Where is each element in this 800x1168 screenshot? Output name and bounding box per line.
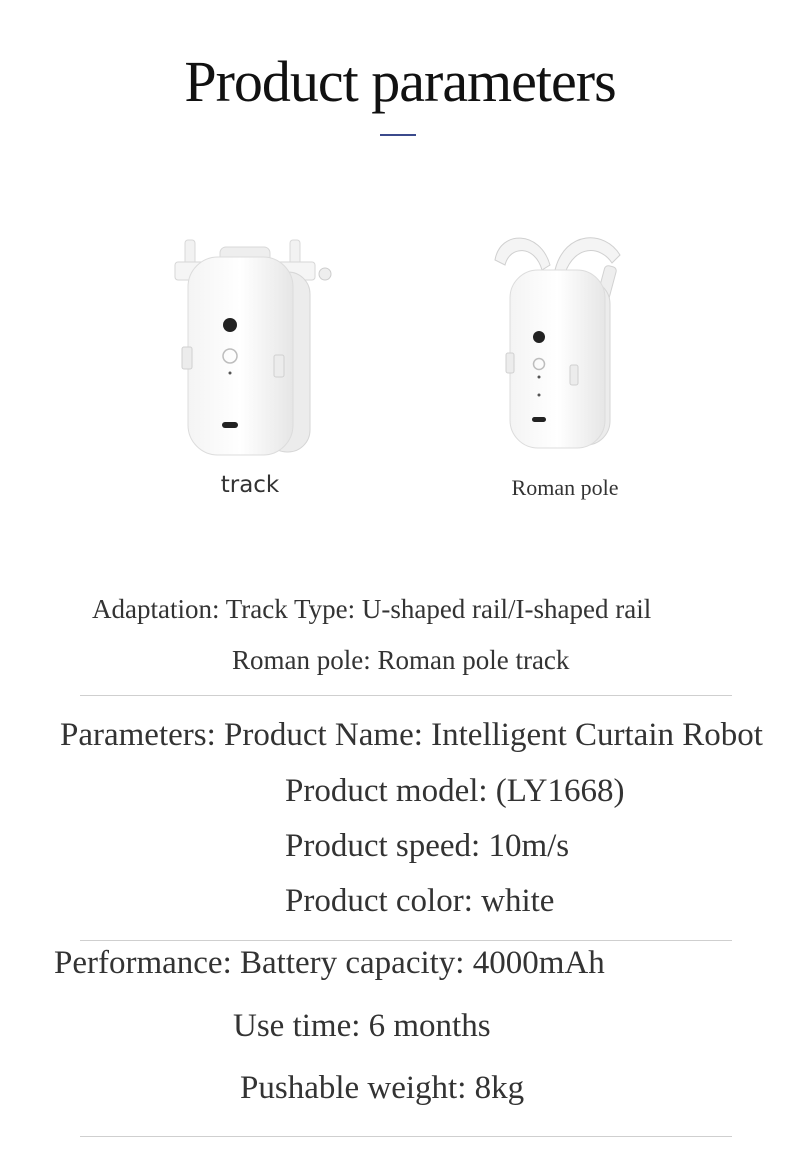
parameters-line-1: Parameters: Product Name: Intelligent Curtain Robot [60,717,763,753]
performance-weight: Pushable weight: 8kg [240,1070,525,1106]
curtain-robot-track-image [170,232,340,462]
product-label-track: track [220,472,280,498]
performance-use-time: Use time: 6 months [233,1008,491,1044]
product-label-roman-pole: Roman pole [511,475,619,500]
adaptation-line-1: Adaptation: Track Type: U-shaped rail/I-shaped rail [92,594,652,624]
parameters-color: Product color: white [285,883,555,919]
divider-2 [80,940,732,941]
performance-line-1: Performance: Battery capacity: 4000mAh [54,945,605,981]
page-title: Product parameters [184,49,616,114]
adaptation-line-2: Roman pole: Roman pole track [232,645,570,675]
divider-3 [80,1136,732,1137]
divider-1 [80,695,732,696]
title-underline [380,134,416,136]
parameters-speed: Product speed: 10m/s [285,828,570,864]
parameters-model: Product model: (LY1668) [285,773,625,809]
curtain-robot-roman-pole-image [480,225,650,455]
